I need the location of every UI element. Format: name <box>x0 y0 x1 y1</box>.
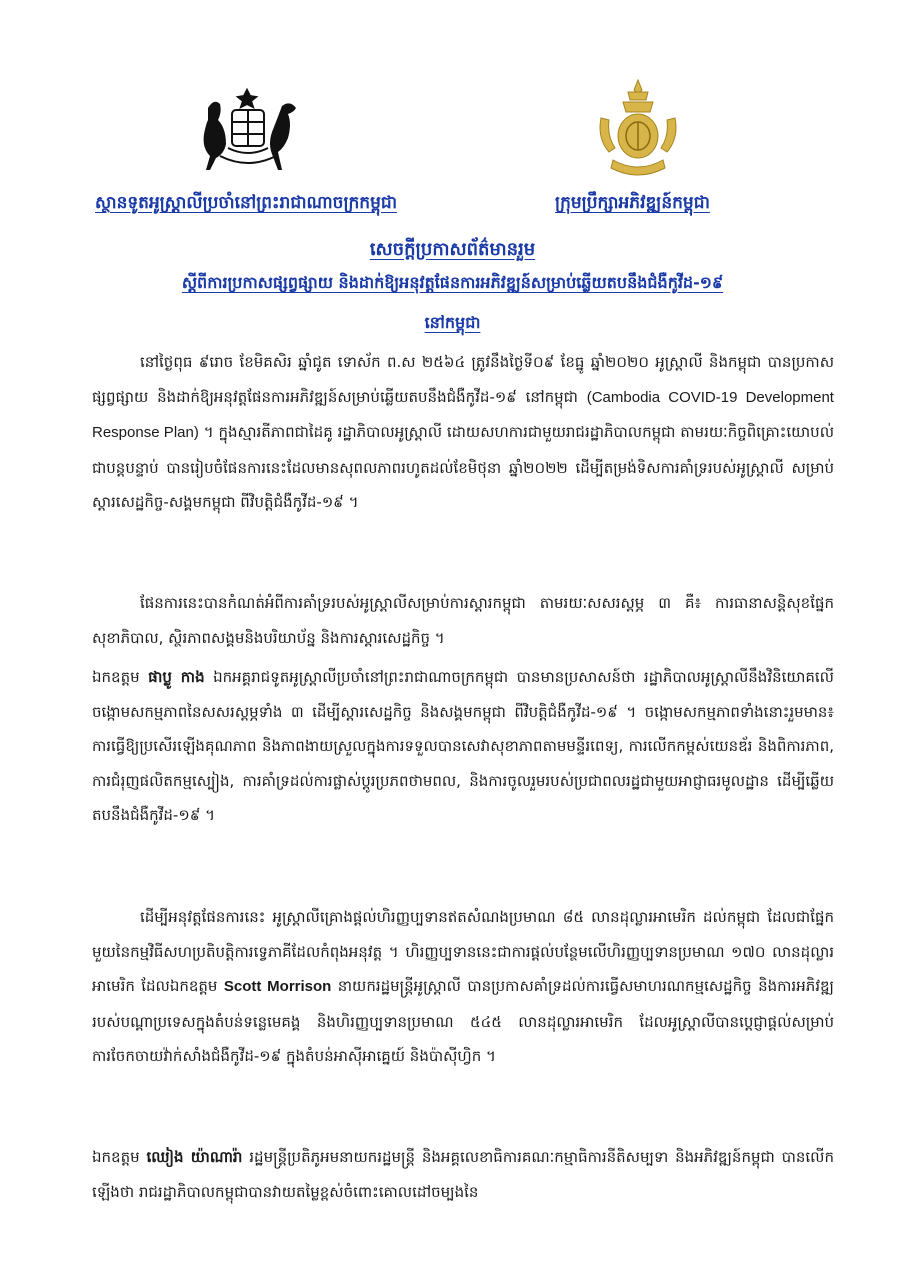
ambassador-name: ផាប្លូ កាង <box>148 668 205 686</box>
paragraph-2-text: ផែនការនេះបានកំណត់អំពីការគាំទ្ររបស់អូស្ត្រាលីសម្រាប់ការស្តារកម្ពុជា តាមរយៈសសរស្តម្ភ ៣ គឺ៖ ការធានាសន្តិសុខផ្នែកសុខាភិបាល, ស្ថិរភាពសង្គមនិងបរិយាប័ន្ន និងការស្តារសេដ្ឋកិច្ច ។ <box>92 594 834 647</box>
paragraph-4-text-b: នាយករដ្ឋមន្ត្រីអូស្ត្រាលី បានប្រកាសគាំទ្រដល់ការធ្វើសមាហរណកម្មសេដ្ឋកិច្ច និងការអភិវឌ្ឍរបស់បណ្តាប្រទេសក្នុងតំបន់ទន្លេមេគង្គ និងហិរញ្ញប្បទានប្រមាណ ៥៤៥ លានដុល្លារអាមេរិក ដែលអូស្ត្រាលីបានប្តេជ្ញាផ្តល់សម្រាប់ការចែកចាយវ៉ាក់សាំងជំងឺកូវីដ-១៩ ក្នុងតំបន់អាស៊ីអាគ្នេយ៍ និងប៉ាស៊ីហ្វិក ។ <box>92 977 834 1065</box>
paragraph-3 <box>92 660 834 833</box>
paragraph-1-rest: ។ ក្នុងស្មារតីភាពជាដៃគូ រដ្ឋាភិបាលអូស្ត្រាលី ដោយសហការជាមួយរាជរដ្ឋាភិបាលកម្ពុជា តាមរយៈកិច្ចពិគ្រោះយោបល់ជាបន្តបន្ទាប់ បានរៀបចំផែនការនេះដែលមានសុពលភាពរហូតដល់ខែមិថុនា ឆ្នាំ២០២២ ដើម្បីតម្រង់ទិសការគាំទ្ររបស់អូស្ត្រាលី សម្រាប់ស្តារសេដ្ឋកិច្ច-សង្គមកម្ពុជា ពីវិបត្តិជំងឺកូវីដ-១៩ ។ <box>92 423 834 511</box>
paragraph-3-prefix: ឯកឧត្តម <box>92 668 140 686</box>
paragraph-5-prefix: ឯកឧត្តម <box>92 1148 140 1166</box>
australian-embassy-heading: ស្ថានទូតអូស្ត្រាលីប្រចាំនៅព្រះរាជាណាចក្រកម្ពុជា <box>95 193 398 213</box>
paragraph-2 <box>92 586 834 655</box>
document-title: សេចក្តីប្រកាសព័ត៌មានរួម <box>369 239 536 260</box>
paragraph-4-text-a: ដើម្បីអនុវត្តផែនការនេះ អូស្ត្រាលីគ្រោងផ្តល់ហិរញ្ញប្បទានឥតសំណងប្រមាណ ៨៥ លានដុល្លារអាមេរិក ដល់កម្ពុជា ដែលជាផ្នែកមួយនៃកម្មវិធីសហប្រតិបត្តិការទ្វេភាគីដែលកំពុងអនុវត្ត ។ ហិរញ្ញប្បទាននេះជាការផ្តល់បន្ថែមលើហិរញ្ញប្បទានប្រមាណ ១៧០ លានដុល្លារអាមេរិក ដែលឯកឧត្តម <box>92 908 834 995</box>
paragraph-5 <box>92 1140 834 1209</box>
paragraph-1 <box>92 345 834 520</box>
document-subtitle: ស្តីពីការប្រកាសផ្សព្វផ្សាយ និងដាក់ឱ្យអនុវត្តផែនការអភិវឌ្ឍន៍សម្រាប់ឆ្លើយតបនឹងជំងឺកូវីដ-១៩ <box>181 273 724 292</box>
prime-minister-name: Scott Morrison <box>223 978 332 995</box>
minister-name: ឈៀង យ៉ាណារ៉ា <box>146 1148 243 1166</box>
paragraph-5-text: រដ្ឋមន្ត្រីប្រតិភូអមនាយករដ្ឋមន្ត្រី និងអគ្គលេខាធិការគណៈកម្មាធិការនីតិសម្បទា និងអភិវឌ្ឍន៍កម្ពុជា បានលើកឡើងថា រាជរដ្ឋាភិបាលកម្ពុជាបានវាយតម្លៃខ្ពស់ចំពោះគោលដៅចម្បងនៃ <box>92 1148 834 1201</box>
paragraph-3-text: ឯកអគ្គរាជទូតអូស្ត្រាលីប្រចាំនៅព្រះរាជាណាចក្រកម្ពុជា បានមានប្រសាសន៍ថា រដ្ឋាភិបាលអូស្ត្រាលីនឹងវិនិយោគលើចង្កោមសកម្មភាពនៃសសរស្តម្ភទាំង ៣ ដើម្បីស្តារសេដ្ឋកិច្ច និងសង្គមកម្ពុជា ពីវិបត្តិជំងឺកូវីដ-១៩ ។ ចង្កោមសកម្មភាពទាំងនោះរួមមាន៖ ការធ្វើឱ្យប្រសើរឡើងគុណភាព និងភាពងាយស្រួលក្នុងការទទួលបានសេវាសុខាភាពតាមមន្ទីរពេទ្យ, ការលើកកម្ពស់យេនឌ័រ និងពិការភាព, ការជំរុញផលិតកម្មស្បៀង, ការគាំទ្រដល់ការផ្លាស់ប្តូរប្រភពថាមពល, និងការចូលរួមរបស់ប្រជាពលរដ្ឋជាមួយអាជ្ញាធរមូលដ្ឋាន ដើម្បីឆ្លើយតបនឹងជំងឺកូវីដ-១៩ ។ <box>92 668 834 824</box>
cdc-heading: ក្រុមប្រឹក្សាអភិវឌ្ឍន៍កម្ពុជា <box>555 193 710 213</box>
document-subtitle-location: នៅកម្ពុជា <box>424 313 481 332</box>
paragraph-4 <box>92 900 834 1074</box>
australian-coat-of-arms-icon <box>190 86 305 176</box>
plan-english-name: (Cambodia COVID-19 Development Response Plan) <box>92 388 834 441</box>
paragraph-1-text: នៅថ្ងៃពុធ ៩រោច ខែមិគសិរ ឆ្នាំជូត ទោស័ក ព.ស ២៥៦៤ ត្រូវនឹងថ្ងៃទី០៩ ខែធ្នូ ឆ្នាំ២០២០ អូស្ត្រាលី និងកម្ពុជា បានប្រកាសផ្សព្វផ្សាយ និងដាក់ឱ្យអនុវត្តផែនការអភិវឌ្ឍន៍សម្រាប់ឆ្លើយតបនឹងជំងឺកូវីដ-១៩ នៅកម្ពុជា <box>92 353 834 406</box>
cambodian-royal-emblem-icon <box>593 78 683 178</box>
